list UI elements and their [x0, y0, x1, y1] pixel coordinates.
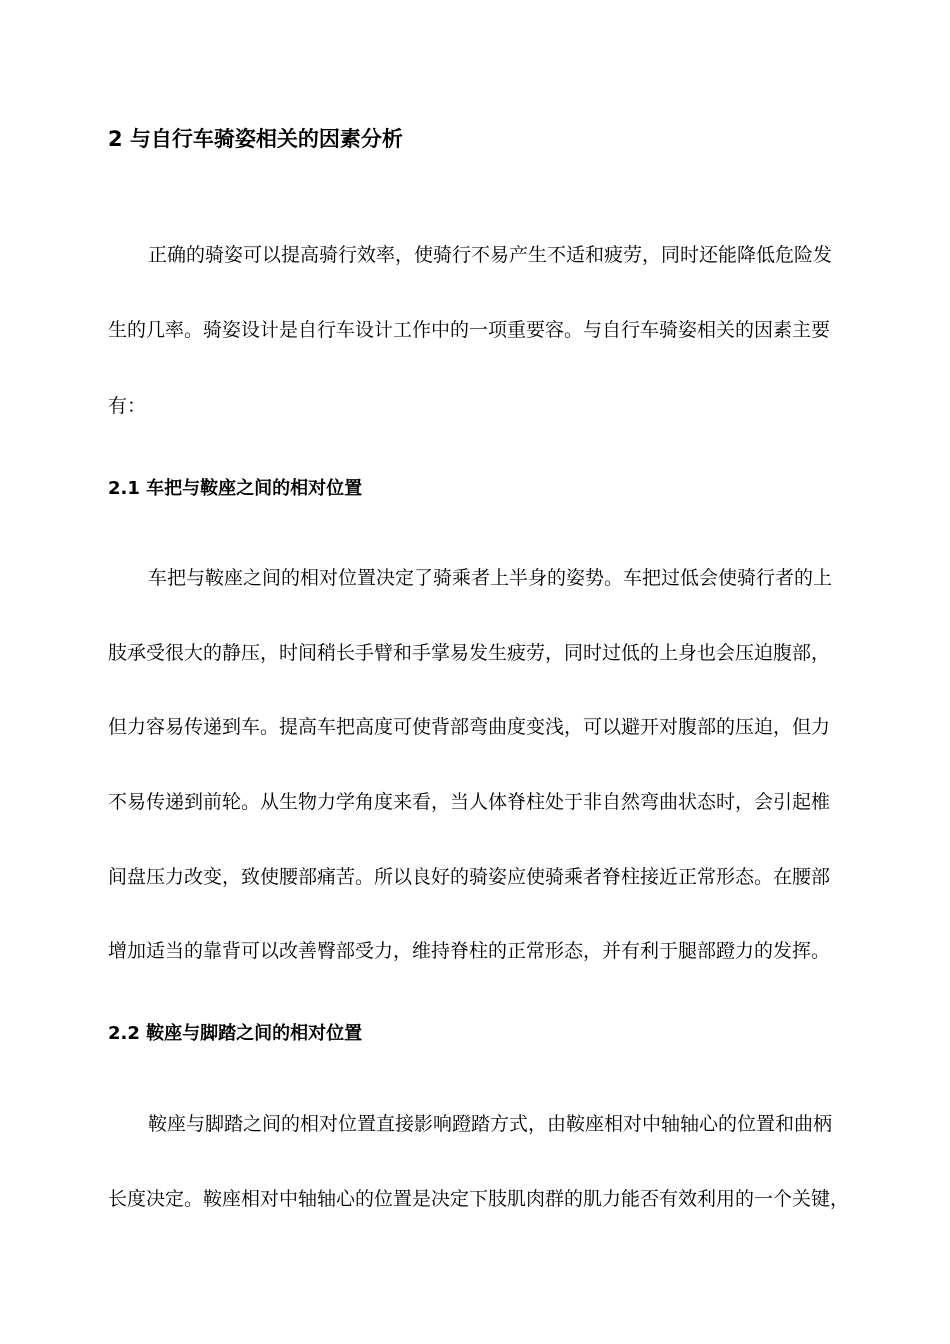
section-2-1-line-1: 车把与鞍座之间的相对位置决定了骑乘者上半身的姿势。车把过低会使骑行者的上 [148, 567, 833, 589]
subsection-heading-2-1: 2.1 车把与鞍座之间的相对位置 [108, 478, 363, 499]
intro-line-1: 正确的骑姿可以提高骑行效率，使骑行不易产生不适和疲劳，同时还能降低危险发 [148, 244, 833, 266]
section-2-1-line-6: 增加适当的靠背可以改善臀部受力，维持脊柱的正常形态，并有利于腿部蹬力的发挥。 [108, 940, 831, 962]
intro-line-2: 生的几率。骑姿设计是自行车设计工作中的一项重要容。与自行车骑姿相关的因素主要 [108, 319, 831, 341]
section-heading: 2 与自行车骑姿相关的因素分析 [108, 127, 403, 151]
section-2-2-line-2: 长度决定。鞍座相对中轴轴心的位置是决定下肢肌肉群的肌力能否有效利用的一个关键， [108, 1188, 850, 1210]
intro-line-3: 有： [108, 395, 147, 417]
section-2-1-line-5: 间盘压力改变，致使腰部痛苦。所以良好的骑姿应使骑乘者脊柱接近正常形态。在腰部 [108, 866, 831, 888]
section-2-2-line-1: 鞍座与脚踏之间的相对位置直接影响蹬踏方式，由鞍座相对中轴轴心的位置和曲柄 [148, 1113, 833, 1135]
section-2-1-line-2: 肢承受很大的静压，时间稍长手臂和手掌易发生疲劳，同时过低的上身也会压迫腹部， [108, 642, 831, 664]
section-2-1-line-4: 不易传递到前轮。从生物力学角度来看，当人体脊柱处于非自然弯曲状态时，会引起椎 [108, 791, 831, 813]
subsection-heading-2-2: 2.2 鞍座与脚踏之间的相对位置 [108, 1023, 363, 1044]
section-2-1-line-3: 但力容易传递到车。提高车把高度可使背部弯曲度变浅，可以避开对腹部的压迫，但力 [108, 716, 831, 738]
